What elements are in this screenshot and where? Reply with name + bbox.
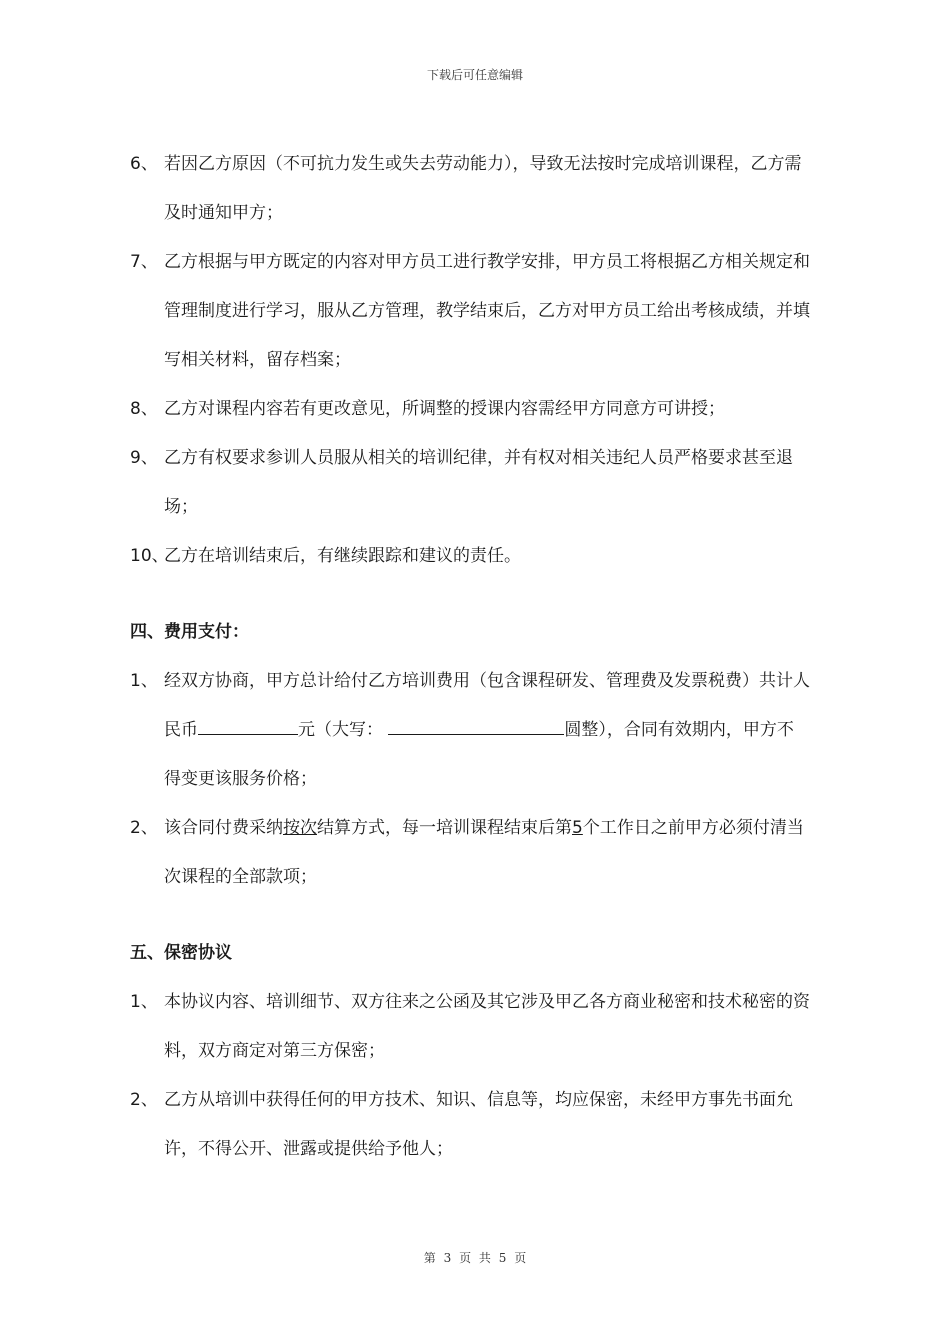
list-item	[130, 385, 810, 434]
item-text: 经双方协商，甲方总计给付乙方培训费用（包含课程研发、管理费及发票税费）共计人民币	[164, 671, 810, 740]
section-heading-payment: 四、费用支付：	[130, 622, 249, 642]
item-text: 乙方在培训结束后，有继续跟踪和建议的责任。	[164, 546, 521, 566]
item-number: 6、	[130, 154, 158, 174]
item-text: 乙方根据与甲方既定的内容对甲方员工进行教学安排，甲方员工将根据乙方相关规定和管理制度进行学习，服从乙方管理，教学结束后，乙方对甲方员工给出考核成绩，并填写相关材料，留存档案；	[164, 252, 810, 370]
amount-blank	[198, 716, 298, 735]
list-item	[130, 140, 810, 238]
document-body	[130, 140, 810, 1174]
list-item	[130, 978, 810, 1076]
list-item	[130, 657, 810, 804]
item-text: 圆整），合同有效期内，甲方不得变更该服务价格；	[164, 720, 794, 789]
item-text: 乙方从培训中获得任何的甲方技术、知识、信息等，均应保密，未经甲方事先书面允许，不得公开、泄露或提供给予他人；	[164, 1090, 793, 1159]
item-number: 2、	[130, 1090, 158, 1110]
item-text: 元（大写：	[298, 720, 383, 740]
list-item	[130, 238, 810, 385]
item-number: 2、	[130, 818, 158, 838]
item-text: 该合同付费采纳	[164, 818, 283, 838]
page-unit: 页	[459, 1251, 472, 1265]
total-label: 共	[478, 1251, 491, 1265]
total-unit: 页	[514, 1251, 527, 1265]
underlined-text: 5	[572, 818, 583, 838]
spacer	[130, 581, 810, 608]
item-text: 乙方有权要求参训人员服从相关的培训纪律，并有权对相关违纪人员严格要求甚至退场；	[164, 448, 793, 517]
item-number: 8、	[130, 399, 158, 419]
item-text: 乙方对课程内容若有更改意见，所调整的授课内容需经甲方同意方可讲授；	[164, 399, 725, 419]
item-number: 7、	[130, 252, 158, 272]
page-number: 3	[443, 1251, 452, 1265]
item-number: 10、	[130, 546, 169, 566]
spacer	[130, 902, 810, 929]
item-text: 本协议内容、培训细节、双方往来之公函及其它涉及甲乙各方商业秘密和技术秘密的资料，双方商定对第三方保密；	[164, 992, 810, 1061]
page-header: 下载后可任意编辑	[426, 68, 523, 82]
item-number: 1、	[130, 671, 158, 691]
list-item	[130, 532, 810, 581]
section-heading-confidentiality: 五、保密协议	[130, 943, 232, 963]
list-item	[130, 804, 810, 902]
list-item	[130, 434, 810, 532]
item-text: 个工作日之前甲方必须付清当次课程的全部款项；	[164, 818, 804, 887]
page-label: 第	[423, 1251, 436, 1265]
item-number: 1、	[130, 992, 158, 1012]
item-text: 若因乙方原因（不可抗力发生或失去劳动能力），导致无法按时完成培训课程，乙方需及时通知甲方；	[164, 154, 802, 223]
underlined-text: 按次	[283, 818, 317, 838]
list-item	[130, 1076, 810, 1174]
amount-words-blank	[388, 716, 564, 735]
item-number: 9、	[130, 448, 158, 468]
total-pages: 5	[498, 1251, 507, 1265]
page-footer	[0, 1249, 950, 1266]
item-text: 结算方式，每一培训课程结束后第	[317, 818, 572, 838]
